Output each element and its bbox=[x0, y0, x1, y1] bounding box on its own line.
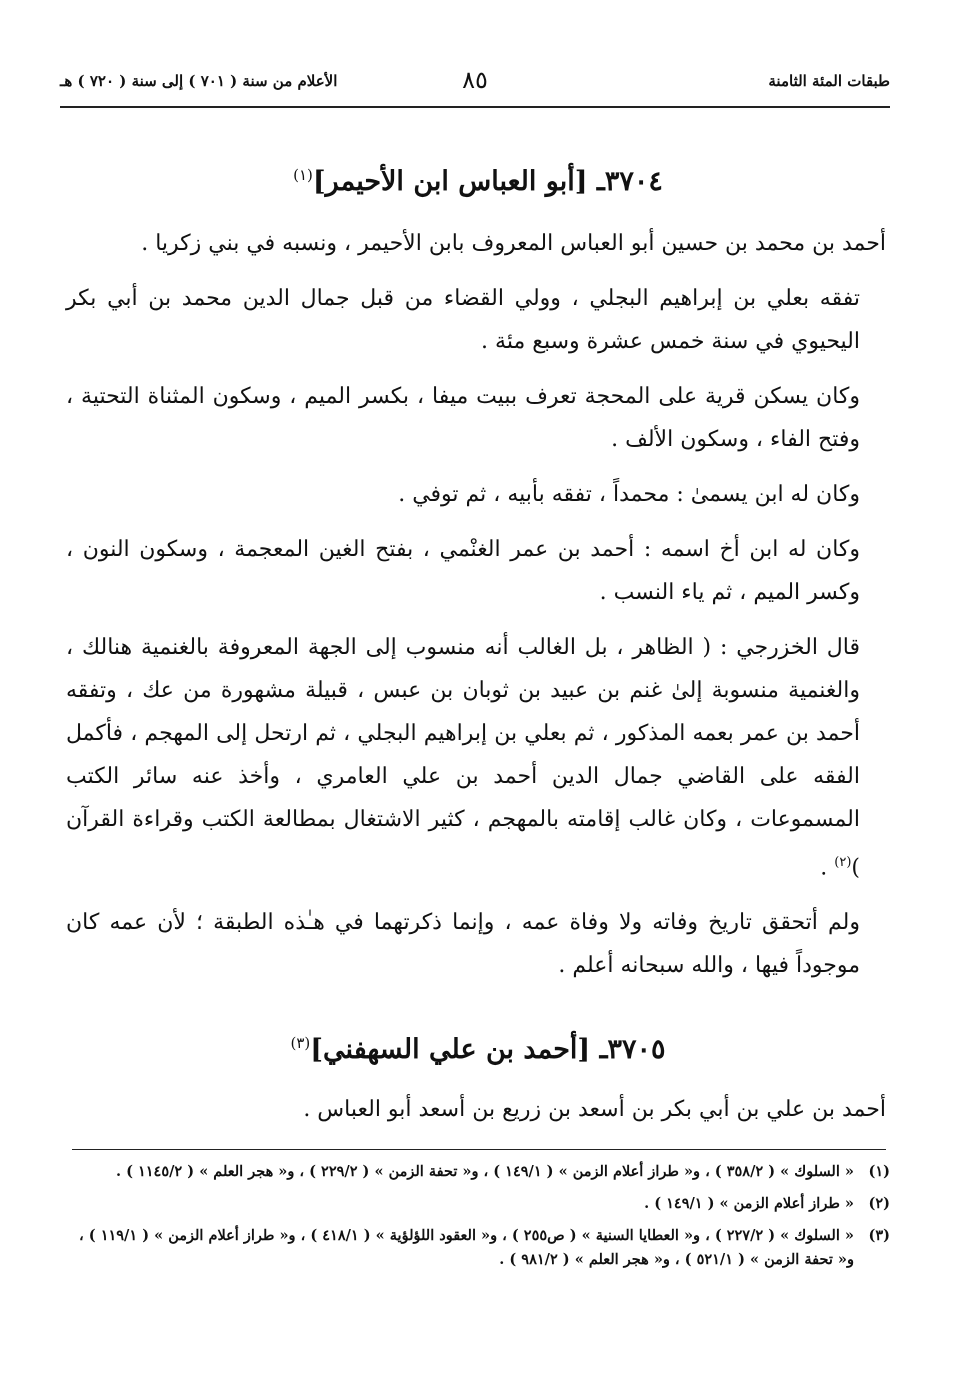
page-number: ٨٥ bbox=[462, 66, 488, 94]
paragraph: تفقه بعلي بن إبراهيم البجلي ، وولي القضاء من قبل جمال الدين محمد بن أبي بكر اليحيوي في سنة خمس عشرة وسبع مئة . bbox=[66, 286, 860, 354]
footnote-text: « طراز أعلام الزمن » ( ١٤٩/١ ) . bbox=[644, 1195, 854, 1212]
quoted-text: قال الخزرجي : ( الظاهر ، بل الغالب أنه منسوب إلى الجهة المعروفة بالغنمية هنالك ، والغنمية منسوبة إلىٰ غنم بن عبيد بن ثوبان بن عبس ، قبيلة مشهورة من عك ، وتفقه أحمد بن عمر بعمه المذكور ، ثم بعلي بن إبراهيم البجلي ، ثم ارتحل إلى المهجم ، فأكمل الفقه على القاضي جمال الدين أحمد بن علي العامري ، وأخذ عنه سائر الكتب المسموعات ، وكان غالب إقامته بالمهجم ، كثير الاشتغال بمطالعة الكتب وقراءة القرآن ) bbox=[66, 635, 860, 881]
volume-range-title: الأعلام من سنة ( ٧٠١ ) إلى سنة ( ٧٢٠ ) هـ bbox=[60, 72, 338, 90]
footnote-item bbox=[60, 1224, 890, 1272]
footnote-item bbox=[60, 1160, 890, 1184]
paragraph: وكان يسكن قرية على المحجة تعرف ببيت ميفا ، بكسر الميم ، وسكون المثناة التحتية ، وفتح الفاء ، وسكون الألف . bbox=[66, 384, 860, 452]
paragraph: أحمد بن علي بن أبي بكر بن أسعد بن زريع بن أسعد أبو العباس . bbox=[303, 1097, 886, 1122]
footnote-number: (٣) bbox=[868, 1227, 890, 1244]
paragraph bbox=[66, 626, 886, 889]
footnote-text: « السلوك » ( ٣٥٨/٢ ) ، و« طراز أعلام الزمن » ( ١٤٩/١ ) ، و« تحفة الزمن » ( ٢٢٩/٢ ) ، و« هجر العلم » ( ١١٤٥/٢ ) . bbox=[115, 1163, 854, 1180]
footnote-number: (١) bbox=[868, 1163, 890, 1180]
running-header bbox=[60, 66, 890, 102]
footnote-ref: (٣) bbox=[290, 1034, 311, 1052]
paragraph: أحمد بن محمد بن حسين أبو العباس المعروف بابن الأحيمر ، ونسبه في بني زكريا . bbox=[141, 231, 886, 256]
entry-body bbox=[66, 1088, 886, 1131]
footnote-ref: (٢) bbox=[834, 855, 852, 870]
entry-title bbox=[66, 1034, 890, 1065]
paragraph: ولم أتحقق تاريخ وفاته ولا وفاة عمه ، وإنما ذكرتهما في هـٰذه الطبقة ؛ لأن عمه كان موجوداً فيها ، والله سبحانه أعلم . bbox=[66, 910, 860, 979]
footnote-ref: (١) bbox=[293, 166, 313, 184]
footnote-text: « السلوك » ( ٢٢٧/٢ ) ، و« العطايا السنية » ( ص٢٥٥ ) ، و« العقود اللؤلؤية » ( ٤١٨/١ ) ، و« طراز أعلام الزمن » ( ١١٩/١ ) ، و« تحفة الزمن » ( ٥٢١/١ ) ، و« هجر العلم » ( ٩٨١/٢ ) . bbox=[79, 1227, 854, 1268]
paragraph: وكان له ابن يسمىٰ : محمداً ، تفقه بأبيه ، ثم توفي . bbox=[398, 482, 860, 507]
section-title: طبقات المئة الثامنة bbox=[768, 72, 890, 90]
paragraph: وكان له ابن أخ اسمه : أحمد بن عمر الغنْمي ، بفتح الغين المعجمة ، وسكون النون ، وكسر الميم ، ثم ياء النسب . bbox=[66, 537, 860, 605]
footnote-divider bbox=[72, 1149, 886, 1150]
entry-title bbox=[66, 166, 890, 197]
paragraph-end: . bbox=[820, 855, 835, 881]
entry-body bbox=[66, 222, 886, 987]
footnote-item bbox=[60, 1192, 890, 1216]
entry-title-text: ٣٧٠٥ـ [أحمد بن علي السهفني] bbox=[310, 1034, 666, 1065]
entry-title-text: ٣٧٠٤ـ [أبو العباس ابن الأحيمر] bbox=[312, 166, 663, 197]
footnotes bbox=[60, 1160, 890, 1272]
footnote-number: (٢) bbox=[868, 1195, 890, 1212]
header-divider bbox=[60, 106, 890, 108]
